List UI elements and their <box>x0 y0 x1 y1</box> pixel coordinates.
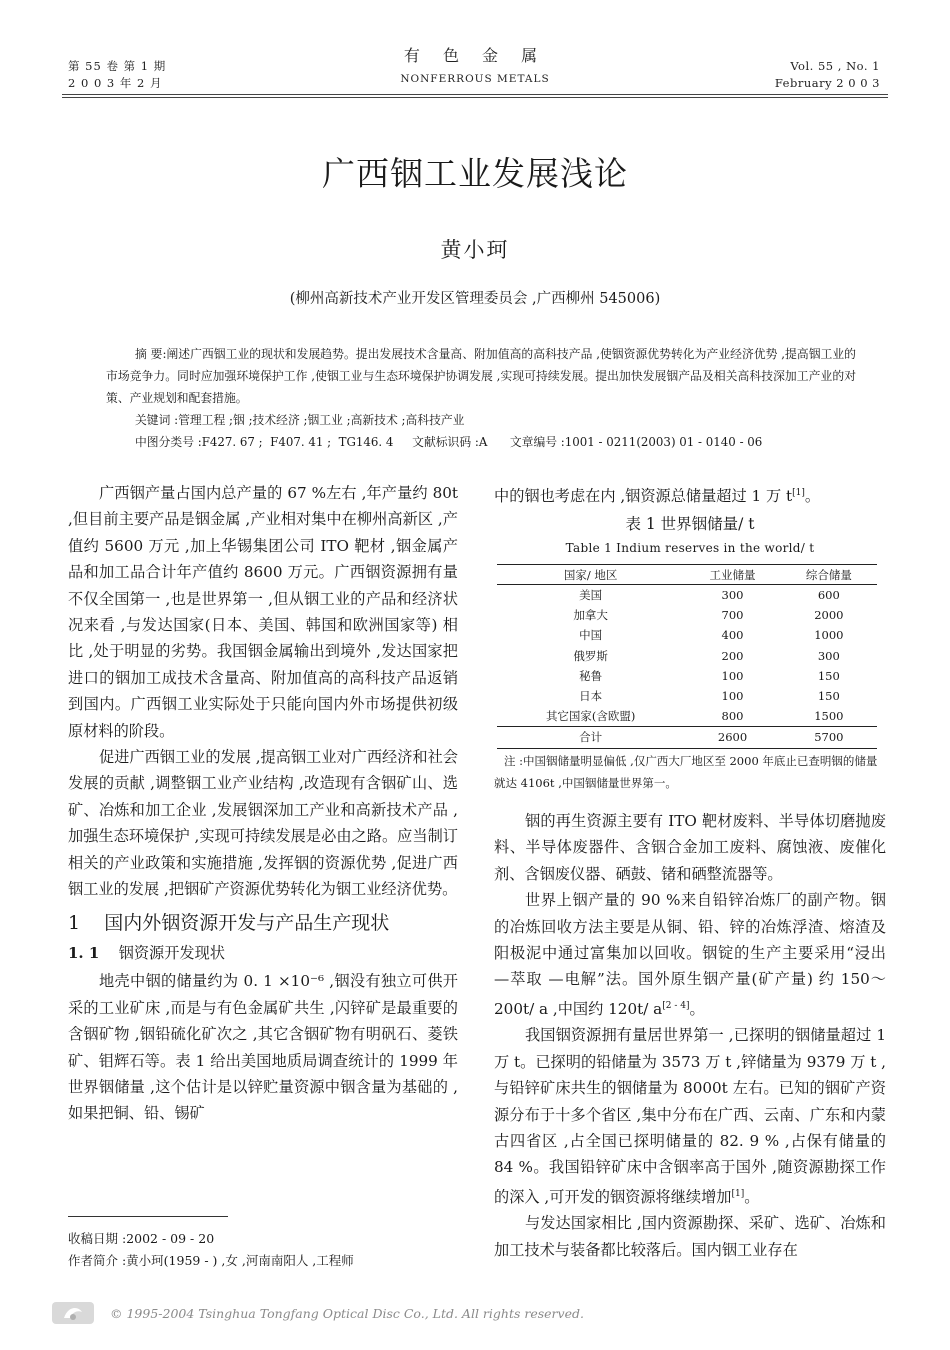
continuation-text: 中的铟也考虑在内 ,铟资源总储量超过 1 万 t <box>494 487 793 506</box>
citation-ref: [2 - 4] <box>662 1000 690 1011</box>
citation-ref: [1] <box>792 488 805 498</box>
abstract-text: :阐述广西铟工业的现状和发展趋势。提出发展技术含量高、附加值高的高科技产品 ,使铟资源优势转化为产业经济优势 ,提高铟工业的市场竞争力。同时应加强环境保护工作 ,使铟工业与生态环境保护协调发展 ,实现可持续发展。提出加快发展铟产品及相关高科技深加工产业的对策、产业规划和配套措施。 <box>106 347 856 405</box>
table-cell-total: 2000 <box>814 608 844 623</box>
table-header-industrial: 工业储量 <box>684 565 780 585</box>
table-cell-region: 秘鲁 <box>579 668 603 683</box>
table-cell-industrial: 300 <box>721 588 744 603</box>
section-1-title: 国内外铟资源开发与产品生产现状 <box>104 911 390 934</box>
paragraph-intro: 广西铟产量占国内总产量的 67 %左右 ,年产量约 80t ,但目前主要产品是铟金属 ,产业相对集中在柳州高新区 ,产值约 5600 万元 ,加上华锡集团公司 ITO 靶材 ,铟金属产品和加工品合计年产值约 8600 万元。广西铟资源拥有量不仅全国第一 ,也是世界第一 ,但从铟工业的产品和经济状况来看 ,与发达国家(日本、美国、韩国和欧洲国家等) 相比 ,处于明显的劣势。我国铟金属输出到境外 ,发达国家把进口的铟加工成技术含量高、附加值高的高科技产品返销到国内。广西铟工业实际处于只能向国内外市场提供初级原材料的阶段。 <box>68 484 458 740</box>
world-production-end: 。 <box>689 999 705 1018</box>
paragraph-china-reserves <box>494 1022 886 1210</box>
table-row <box>497 646 877 666</box>
table-header-region: 国家/ 地区 <box>497 565 684 585</box>
header-rule-top <box>62 94 888 95</box>
article-title: 广西铟工业发展浅论 <box>322 154 628 193</box>
china-reserves-end: 。 <box>744 1187 760 1206</box>
table-cell-region: 中国 <box>579 628 603 643</box>
footnote-author-bio: 作者简介 :黄小珂(1959 - ) ,女 ,河南南阳人 ,工程师 <box>68 1253 354 1268</box>
table-cell-total: 1500 <box>814 709 844 724</box>
table-row <box>497 666 877 686</box>
table-cell-region: 日本 <box>579 689 603 704</box>
paragraph-development: 促进广西铟工业的发展 ,提高铟工业对广西经济和社会发展的贡献 ,调整铟工业产业结构 ,改造现有含铟矿山、选矿、冶炼和加工企业 ,发展铟深加工产业和高新技术产品 ,加强生态环境保护 ,实现可持续发展是必由之路。应当制订相关的产业政策和实施措施 ,发挥铟的资源优势 ,促进广西铟工业的发展 ,把铟矿产资源优势转化为铟工业经济优势。 <box>68 748 458 899</box>
table-cell-region: 俄罗斯 <box>573 648 608 663</box>
table-cell-total: 600 <box>817 588 840 603</box>
header-volume-cn: 第 55 卷 第 1 期 <box>68 59 167 73</box>
table-cell-total: 1000 <box>814 628 844 643</box>
section-1-number: 1 <box>68 911 81 934</box>
table-1-title-en: Table 1 Indium reserves in the world/ t <box>565 541 815 555</box>
left-column <box>68 480 458 1127</box>
table-1-note: 注 :中国铟储量明显偏低 ,仅广西大厂地区至 2000 年底止已查明铟的储量就达 4106t ,中国铟储量世界第一。 <box>494 754 878 790</box>
section-1-1-number: 1. 1 <box>68 943 100 962</box>
continuation-end: 。 <box>804 487 821 506</box>
table-row <box>497 605 877 625</box>
footnote-received: 收稿日期 :2002 - 09 - 20 <box>68 1231 215 1246</box>
header-journal-cn: 有 色 金 属 <box>403 46 547 65</box>
table-row-total <box>497 727 877 748</box>
publisher-logo <box>52 1300 94 1326</box>
header-rule-bottom <box>62 97 888 98</box>
header-date-en: February 2 0 0 3 <box>774 76 880 90</box>
article-affiliation: (柳州高新技术产业开发区管理委员会 ,广西柳州 545006) <box>289 291 661 307</box>
table-cell-total: 300 <box>817 648 840 663</box>
table-1-title-cn: 表 1 世界铟储量/ t <box>625 515 755 533</box>
section-1-1-title: 铟资源开发现状 <box>118 943 225 962</box>
table-cell-total: 150 <box>817 689 840 704</box>
table-row <box>497 585 877 606</box>
classification-line: 中图分类号 :F427. 67 ; F407. 41 ; TG146. 4 文献标识码 :A 文章编号 :1001 - 0211(2003) 01 - 0140 - 06 <box>135 435 763 449</box>
section-1-heading <box>68 910 458 936</box>
table-cell-total: 5700 <box>781 727 877 748</box>
table-cell-industrial: 2600 <box>684 727 780 748</box>
table-cell-region: 其它国家(含欧盟) <box>545 709 636 724</box>
table-row <box>497 686 877 706</box>
citation-ref: [1] <box>731 1188 745 1199</box>
paragraph-crust: 地壳中铟的储量约为 0. 1 ×10⁻⁶ ,铟没有独立可供开采的工业矿床 ,而是与有色金属矿共生 ,闪锌矿是最重要的含铟矿物 ,铟铅硫化矿次之 ,其它含铟矿物有明矾石、菱铁矿、钼辉石等。表 1 给出美国地质局调查统计的 1999 年世界铟储量 ,这个估计是以锌贮量资源中铟含量为基础的 ,如果把铜、铅、锡矿 <box>68 972 458 1123</box>
world-production-text: 世界上铟产量的 90 %来自铅锌冶炼厂的副产物。铟的冶炼回收方法主要是从铜、铅、锌的冶炼浮渣、熔渣及阳极泥中通过富集加以回收。铟锭的生产主要采用“浸出 —萃取 —电解”法。国外原生铟产量(矿产量) 约 150～200t/ a ,中国约 120t/ a <box>494 891 886 1018</box>
right-column-continuation <box>494 480 886 509</box>
table-cell-industrial: 100 <box>721 668 744 683</box>
header-volume-en: Vol. 55 , No. 1 <box>790 59 880 73</box>
table-cell-region: 美国 <box>579 588 603 603</box>
table-cell-region: 加拿大 <box>573 608 608 623</box>
table-cell-industrial: 800 <box>721 709 744 724</box>
paragraph-recycling: 铟的再生资源主要有 ITO 靶材废料、半导体切磨抛废料、半导体废器件、含铟合金加工废料、腐蚀液、废催化剂、含铟废仪器、硒鼓、锗和硒整流器等。 <box>494 812 886 883</box>
right-column <box>494 808 886 1263</box>
section-1-1-heading <box>68 940 458 966</box>
table-header-row <box>497 565 877 585</box>
table-cell-industrial: 700 <box>721 608 744 623</box>
table-cell-total: 150 <box>817 668 840 683</box>
copyright-notice: © 1995-2004 Tsinghua Tongfang Optical Disc Co., Ltd. All rights reserved. <box>110 1306 584 1321</box>
article-author: 黄小珂 <box>440 238 510 262</box>
header-journal-en: NONFERROUS METALS <box>400 73 550 85</box>
abstract <box>106 343 856 409</box>
table-cell-industrial: 200 <box>721 648 744 663</box>
table-row <box>497 625 877 645</box>
header-date-cn: 2 0 0 3 年 2 月 <box>68 76 163 90</box>
china-reserves-text: 我国铟资源拥有量居世界第一 ,已探明的铟储量超过 1 万 t。已探明的铅储量为 3573 万 t ,锌储量为 9379 万 t ,与铅锌矿床共生的铟储量为 8000t 左右。已知的铟矿产资源分布于十多个省区 ,集中分布在广西、云南、广东和内蒙古四省区 ,占全国已探明储量的 82. 9 % ,占保有储量的 84 %。我国铅锌矿床中含铟率高于国外 ,随资源勘探工作的深入 ,可开发的铟资源将继续增加 <box>494 1026 886 1206</box>
abstract-label: 摘 要 <box>135 347 163 361</box>
table-cell-industrial: 100 <box>721 689 744 704</box>
table-cell-region: 合计 <box>497 727 684 748</box>
table-1 <box>497 564 877 749</box>
footnote-rule <box>68 1216 228 1217</box>
table-header-total: 综合储量 <box>781 565 877 585</box>
keywords: 关键词 :管理工程 ;铟 ;技术经济 ;铟工业 ;高新技术 ;高科技产业 <box>135 413 465 427</box>
table-cell-industrial: 400 <box>721 628 744 643</box>
paragraph-comparison: 与发达国家相比 ,国内资源勘探、采矿、选矿、冶炼和加工技术与装备都比较落后。国内铟工业存在 <box>494 1214 886 1259</box>
table-row <box>497 706 877 727</box>
paragraph-world-production <box>494 887 886 1022</box>
